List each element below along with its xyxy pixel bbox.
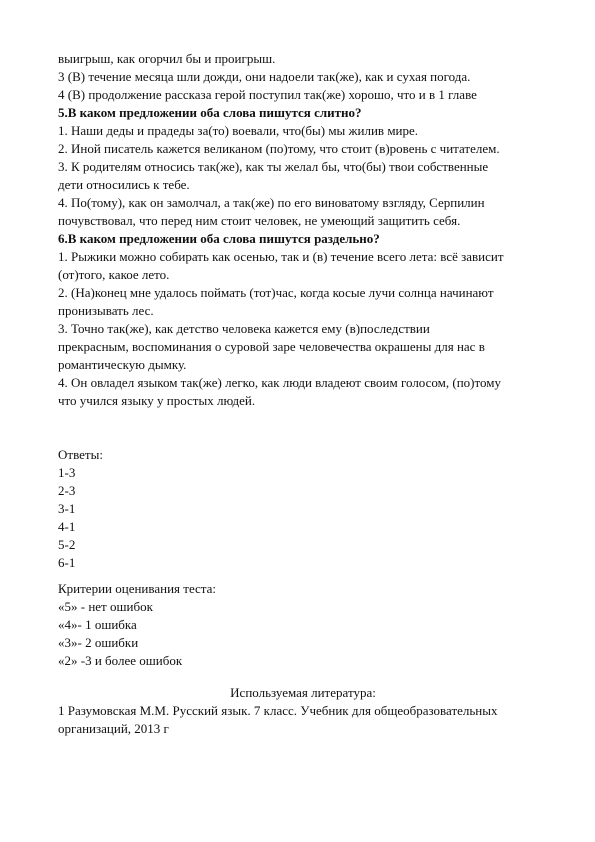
- answers-section: [58, 446, 548, 572]
- option-line: что учился языку у простых людей.: [58, 393, 256, 408]
- option-line: прекрасным, воспоминания о суровой заре человечества окрашены для нас в: [58, 339, 485, 354]
- criteria-item: «4»- 1 ошибка: [58, 617, 137, 632]
- option-line: (от)того, какое лето.: [58, 267, 170, 282]
- option-line: 2. Иной писатель кажется великаном (по)тому, что стоит (в)ровень с читателем.: [58, 141, 500, 156]
- criteria-item: «5» - нет ошибок: [58, 599, 153, 614]
- text-line: выигрыш, как огорчил бы и проигрыш.: [58, 51, 276, 66]
- option-line: романтическую дымку.: [58, 357, 187, 372]
- option-line: 3. Точно так(же), как детство человека кажется ему (в)последствии: [58, 321, 430, 336]
- answer-item: 6-1: [58, 555, 76, 570]
- literature-line: организаций, 2013 г: [58, 721, 169, 736]
- literature-title: Используемая литература:: [230, 685, 376, 700]
- answer-item: 5-2: [58, 537, 76, 552]
- option-line: 1. Рыжики можно собирать как осенью, так и (в) течение всего лета: всё зависит: [58, 249, 504, 264]
- criteria-item: «2» -3 и более ошибок: [58, 653, 183, 668]
- question-6: [58, 230, 548, 410]
- option-line: 3. К родителям относись так(же), как ты желал бы, что(бы) твои собственные: [58, 159, 489, 174]
- answers-title: Ответы:: [58, 447, 103, 462]
- question-6-title: 6.В каком предложении оба слова пишутся раздельно?: [58, 231, 380, 246]
- literature-section: [58, 684, 548, 738]
- option-line: пронизывать лес.: [58, 303, 154, 318]
- answer-item: 4-1: [58, 519, 76, 534]
- option-line: 4. По(тому), как он замолчал, а так(же) по его виноватому взгляду, Серпилин: [58, 195, 485, 210]
- question-5: [58, 104, 548, 230]
- text-line: 4 (В) продолжение рассказа герой поступил так(же) хорошо, что и в 1 главе: [58, 87, 477, 102]
- option-line: 4. Он овладел языком так(же) легко, как люди владеют своим голосом, (по)тому: [58, 375, 501, 390]
- criteria-item: «3»- 2 ошибки: [58, 635, 139, 650]
- option-line: почувствовал, что перед ним стоит человек, не умеющий защитить себя.: [58, 213, 461, 228]
- option-line: дети относились к тебе.: [58, 177, 190, 192]
- literature-line: 1 Разумовская М.М. Русский язык. 7 класс. Учебник для общеобразовательных: [58, 703, 498, 718]
- option-line: 1. Наши деды и прадеды за(то) воевали, что(бы) мы жилив мире.: [58, 123, 419, 138]
- answer-item: 1-3: [58, 465, 76, 480]
- answer-item: 2-3: [58, 483, 76, 498]
- criteria-section: [58, 580, 548, 670]
- question-5-title: 5.В каком предложении оба слова пишутся слитно?: [58, 105, 362, 120]
- text-line: 3 (В) течение месяца шли дожди, они надоели так(же), как и сухая погода.: [58, 69, 471, 84]
- criteria-title: Критерии оценивания теста:: [58, 581, 217, 596]
- top-section: [58, 50, 548, 104]
- answer-item: 3-1: [58, 501, 76, 516]
- option-line: 2. (На)конец мне удалось поймать (тот)час, когда косые лучи солнца начинают: [58, 285, 494, 300]
